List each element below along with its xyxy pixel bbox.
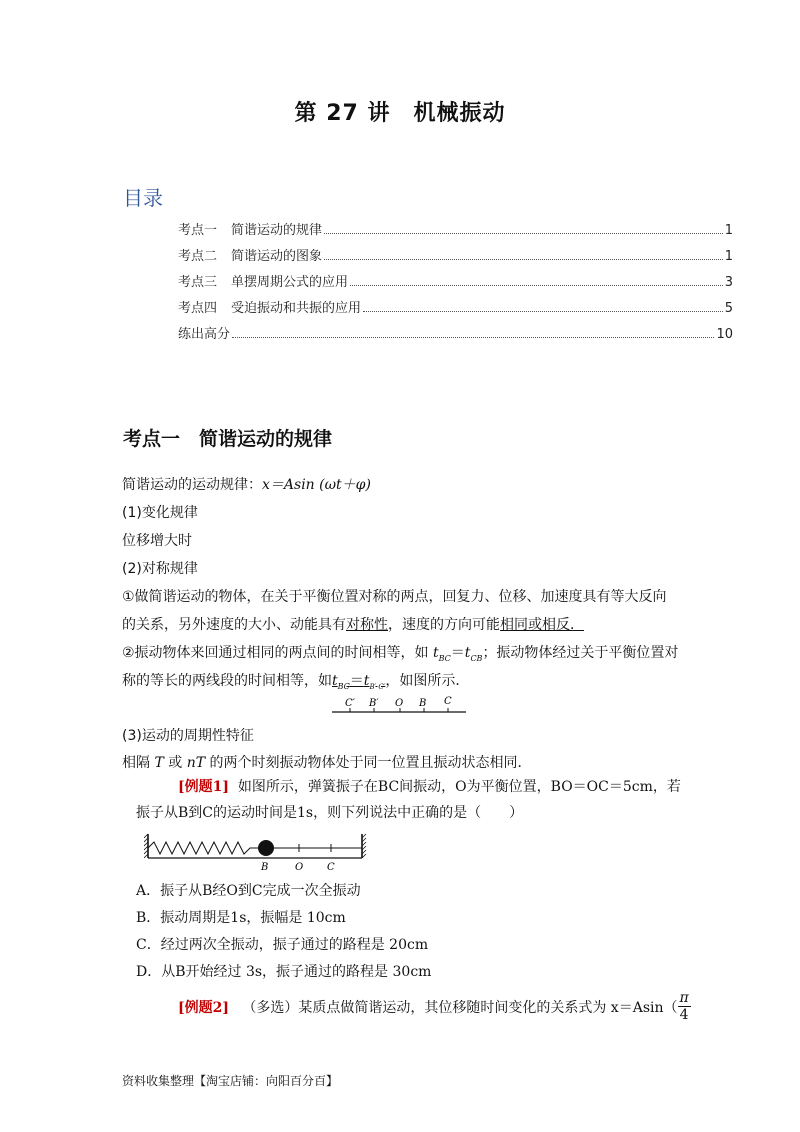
toc-item-label: 单摆周期公式的应用 [231,275,349,290]
label-o: O [395,698,404,709]
math-sub: BC [438,653,451,663]
symmetry-figure [330,694,470,718]
math-var: t [433,645,439,661]
spring-oscillator-figure [144,828,374,872]
text-run: ；振动物体经过关于平衡位置对 [482,645,679,661]
option-b[interactable]: B．振动周期是1s，振幅是 10cm [136,910,346,926]
example-1-line-2: 振子从B到C的运动时间是1s，则下列说法中正确的是（ ） [136,805,524,821]
paragraph: (3)运动的周期性特征 [122,728,254,744]
math-var: t [464,645,471,661]
toc-leader [324,258,723,260]
text-run: 如图所示，弹簧振子在BC间振动，O为平衡位置，BO＝OC＝5cm，若 [237,779,681,795]
text-run: 称的等长的两线段的时间相等，如 [122,673,332,689]
text-run: ，速度的方向可能 [388,617,500,633]
toc-item-label: 受迫振动和共振的应用 [231,301,362,316]
math-sub: CB [470,653,483,663]
toc-item-num: 考点一 [178,223,218,238]
example-2-line [178,990,698,1023]
math-var: T [154,755,164,771]
text-run: ②振动物体来回通过相同的两点间的时间相等，如 [122,645,433,661]
toc-item[interactable] [178,323,733,342]
section-heading: 考点一 简谐运动的规律 [123,428,333,450]
oscillator-ball [258,840,274,856]
toc-item[interactable] [178,271,733,290]
label-b: B [419,698,427,709]
math-var: nT [186,755,206,771]
label-o: O [295,862,304,872]
paragraph: (1)变化规律 [122,505,198,521]
toc-item-page: 1 [724,223,733,238]
toc-item[interactable] [178,219,733,238]
example-1-line-1 [178,773,688,801]
toc-leader [324,232,723,234]
fraction [678,990,691,1023]
footer-text: 资料收集整理【淘宝店铺：向阳百分百】 [122,1074,339,1088]
toc-item-num: 考点三 [178,275,218,290]
option-c[interactable]: C．经过两次全振动，振子通过的路程是 20cm [136,937,429,953]
math-var: t [332,673,338,689]
toc-item-page: 1 [724,249,733,264]
text-run: ，如图所示． [385,673,470,689]
underlined-term: 相同或相反． [500,617,584,633]
text-run: 或 [163,755,187,771]
example-label: [例题2] [178,999,229,1016]
example-label: [例题1] [178,779,229,795]
toc-item-label: 简谐运动的图象 [231,249,323,264]
law-line [122,471,682,499]
toc-leader [363,310,723,312]
label-b-prime: B′ [369,698,379,709]
underlined-term: 对称性 [346,617,388,633]
toc-item-label: 练出高分 [178,327,231,342]
option-d[interactable]: D．从B开始经过 3s，振子通过的路程是 30cm [136,964,432,980]
math-sub: BC [337,681,350,691]
option-a[interactable]: A．振子从B经O到C完成一次全振动 [136,883,361,899]
label-c: C [444,696,452,707]
text-run: 相隔 [122,755,155,771]
paragraph: (2)对称规律 [122,561,198,577]
toc-leader [350,284,723,286]
label-c: C [327,862,335,872]
toc-item-page: 3 [724,275,733,290]
paragraph [122,611,682,639]
toc-item-label: 简谐运动的规律 [231,223,323,238]
label-c-prime: C′ [345,698,355,709]
text-run: 的关系，另外速度的大小、动能具有 [122,617,346,633]
toc-leader [232,336,714,338]
math-sub: B′ C′ [369,682,386,691]
paragraph: 位移增大时 [122,533,192,549]
fraction-numerator: π [679,990,689,1006]
toc-item[interactable] [178,245,733,264]
toc-item-num: 考点二 [178,249,218,264]
law-formula: x＝Asin (ωt＋φ) [262,477,371,493]
math-op: ＝ [349,673,364,689]
law-prefix: 简谐运动的运动规律： [122,477,262,493]
toc-heading: 目录 [123,186,163,210]
toc-item-num: 考点四 [178,301,218,316]
text-run: （多选）某质点做简谐运动，其位移随时间变化的关系式为 x＝Asin（ [242,999,678,1016]
math-var: t [363,673,370,689]
toc-item-page: 5 [724,301,733,316]
paragraph: ①做简谐运动的物体，在关于平衡位置对称的两点，回复力、位移、加速度具有等大反向 [122,589,667,605]
spring [148,842,260,854]
page-title: 第 27 讲 机械振动 [294,101,506,126]
toc-item[interactable] [178,297,733,316]
label-b: B [261,862,269,872]
text-run: 的两个时刻振动物体处于同一位置且振动状态相同． [205,755,532,771]
toc-item-page: 10 [716,327,733,342]
math-op: ＝ [450,645,465,661]
fraction-denominator: 4 [679,1007,689,1023]
